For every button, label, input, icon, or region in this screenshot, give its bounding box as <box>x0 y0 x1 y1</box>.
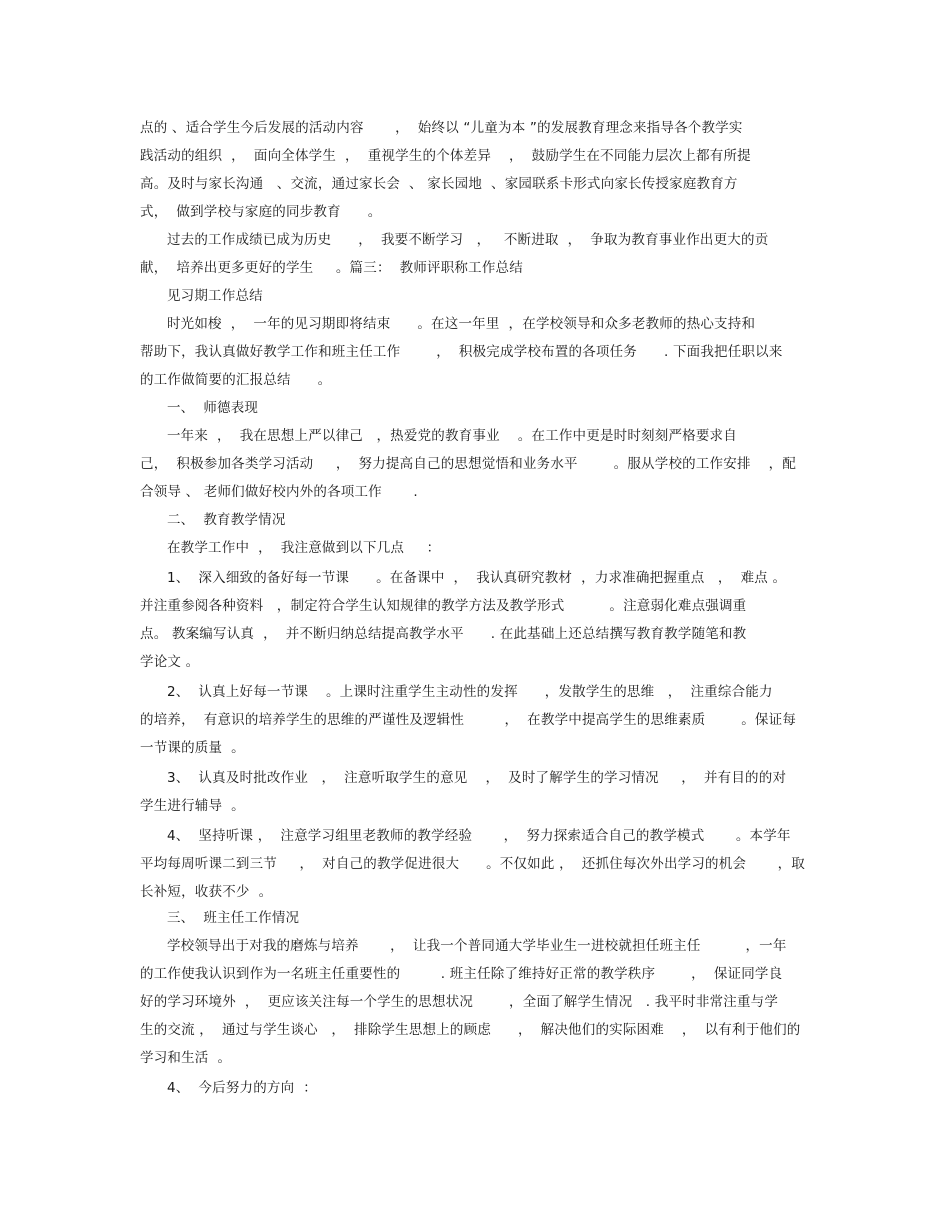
text-line: 一节课的质量 。 <box>140 740 245 756</box>
text-line: 2、 认真上好每一节课 。上课时注重学生主动性的发挥 ，发散学生的思维 ， 注重综合能力 <box>140 684 773 700</box>
text-line: 学生进行辅导 。 <box>140 798 245 814</box>
section-heading: 二、 教育教学情况 <box>140 512 286 528</box>
section-heading: 三、 班主任工作情况 <box>140 910 300 926</box>
text-line: 长补短，收获不少 。 <box>140 884 273 900</box>
section-heading: 4、 今后努力的方向 ： <box>140 1080 318 1096</box>
text-line: 并注重参阅各种资料 ，制定符合学生认知规律的教学方法及教学形式 。注意弱化难点强调重 <box>140 598 747 614</box>
text-line: 时光如梭 ， 一年的见习期即将结束 。在这一年里 ，在学校领导和众多老教师的热心支持和 <box>140 316 756 332</box>
text-line: 己， 积极参加各类学习活动 ， 努力提高自己的思想觉悟和业务水平 。服从学校的工作安排 ，配 <box>140 456 797 472</box>
text-line: 学论文 。 <box>140 654 200 670</box>
text-line: 式， 做到学校与家庭的同步教育 。 <box>140 204 382 220</box>
text-line: 学习和生活 。 <box>140 1050 232 1066</box>
text-line: 学校领导出于对我的磨炼与培养 ， 让我一个普同通大学毕业生一进校就担任班主任 ，一年 <box>140 938 787 954</box>
text-line: 在教学工作中 ， 我注意做到以下几点 ： <box>140 540 441 556</box>
text-line: 的工作使我认识到作为一名班主任重要性的 . 班主任除了维持好正常的教学秩序 ， 保证同学良 <box>140 966 783 982</box>
text-line: 献， 培养出更多更好的学生 。篇三： 教师评职称工作总结 <box>140 260 523 276</box>
text-line: 践活动的组织 ， 面向全体学生 ， 重视学生的个体差异 ， 鼓励学生在不同能力层次上都有所提 <box>140 148 751 164</box>
text-line: 平均每周听课二到三节 ， 对自己的教学促进很大 。不仅如此 ， 还抓住每次外出学习的机会 ，取 <box>140 856 805 872</box>
text-line: 1、 深入细致的备好每一节课 。在备课中 ， 我认真研究教材 ，力求准确把握重点 ， 难点 。 <box>140 570 787 586</box>
text-line: 3、 认真及时批改作业 ， 注意听取学生的意见 ， 及时了解学生的学习情况 ， 并有目的的对 <box>140 770 787 786</box>
text-line: 帮助下，我认真做好教学工作和班主任工作 ， 积极完成学校布置的各项任务 . 下面我把任职以来 <box>140 344 783 360</box>
section-heading: 一、 师德表现 <box>140 400 259 416</box>
text-line: 4、 坚持听课 ， 注意学习组里老教师的教学经验 ， 努力探索适合自己的教学模式 。本学年 <box>140 828 791 844</box>
section-title: 见习期工作总结 <box>140 288 263 304</box>
text-line: 过去的工作成绩已成为历史 ， 我要不断学习 ， 不断进取 ， 争取为教育事业作出更大的贡 <box>140 232 769 248</box>
text-line: 点。 教案编写认真 ， 并不断归纳总结提高教学水平 . 在此基础上还总结撰写教育教学随笔和教 <box>140 626 747 642</box>
text-line: 的工作做简要的汇报总结 。 <box>140 372 332 388</box>
text-line: 生的交流 ， 通过与学生谈心 ， 排除学生思想上的顾虑 ， 解决他们的实际困难 ， 以有利于他们的 <box>140 1022 801 1038</box>
text-line: 好的学习环境外 ， 更应该关注每一个学生的思想状况 ，全面了解学生情况 . 我平时非常注重与学 <box>140 994 779 1010</box>
text-line: 合领导 、 老师们做好校内外的各项工作 . <box>140 484 418 500</box>
text-line: 点的 、适合学生今后发展的活动内容 ， 始终以 “儿童为本 ”的发展教育理念来指导各个教学实 <box>140 120 743 136</box>
text-line: 高。及时与家长沟通 、交流，通过家长会 、 家长园地 、家园联系卡形式向家长传授家庭教育方 <box>140 176 738 192</box>
text-line: 的培养， 有意识的培养学生的思维的严谨性及逻辑性 ， 在教学中提高学生的思维素质 。保证每 <box>140 712 797 728</box>
text-line: 一年来 ， 我在思想上严以律己 ，热爱党的教育事业 。在工作中更是时时刻刻严格要求自 <box>140 428 737 444</box>
